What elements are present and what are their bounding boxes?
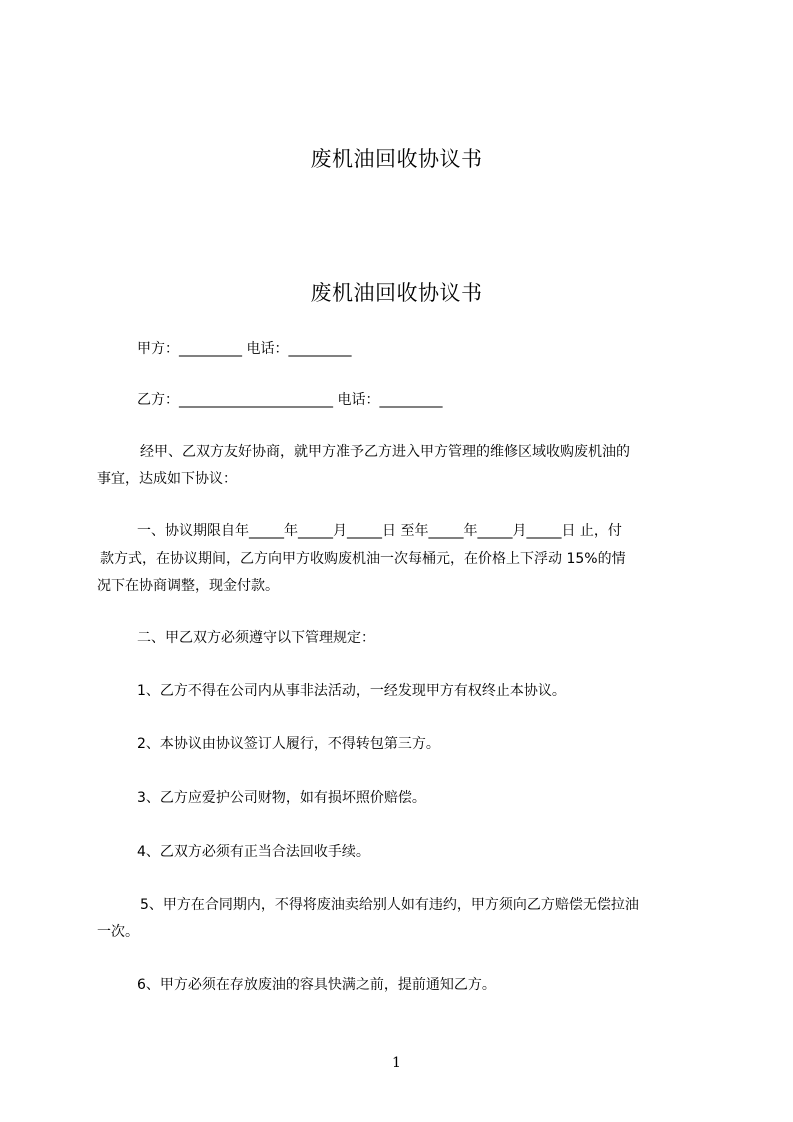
rule-4: 4、乙双方必须有正当合法回收手续。 — [137, 844, 370, 860]
intro-line-1: 经甲、乙双方友好协商，就甲方准予乙方进入甲方管理的维修区域收购废机油的 — [140, 444, 630, 460]
clause-1-line-2: 款方式，在协议期间，乙方向甲方收购废机油一次每桶元，在价格上下浮动 15%的情 — [100, 551, 626, 567]
document-title-main: 废机油回收协议书 — [310, 281, 483, 305]
rule-2: 2、本协议由协议签订人履行，不得转包第三方。 — [137, 736, 440, 752]
rule-5-line-2: 一次。 — [97, 924, 139, 940]
intro-line-2: 事宜，达成如下协议： — [97, 471, 237, 487]
page-number: 1 — [392, 1055, 401, 1071]
rule-5-line-1: 5、甲方在合同期内，不得将废油卖给别人如有违约，甲方须向乙方赔偿无偿拉油 — [140, 897, 639, 913]
rule-1: 1、乙方不得在公司内从事非法活动，一经发现甲方有权终止本协议。 — [137, 683, 566, 699]
party-b-line: 乙方：______________________ 电话：_________ — [137, 392, 443, 408]
party-a-line: 甲方：_________ 电话：_________ — [137, 341, 352, 357]
rule-6: 6、甲方必须在存放废油的容具快满之前，提前通知乙方。 — [137, 977, 496, 993]
document-title-top: 废机油回收协议书 — [310, 147, 483, 171]
clause-2-heading: 二、甲乙双方必须遵守以下管理规定： — [137, 630, 375, 646]
clause-1-line-3: 况下在协商调整，现金付款。 — [97, 578, 279, 594]
rule-3: 3、乙方应爱护公司财物，如有损坏照价赔偿。 — [137, 790, 426, 806]
clause-1-line-1: 一、协议期限自年_____年_____月_____日 至年_____年_____月_____日 止，付 — [137, 523, 622, 539]
